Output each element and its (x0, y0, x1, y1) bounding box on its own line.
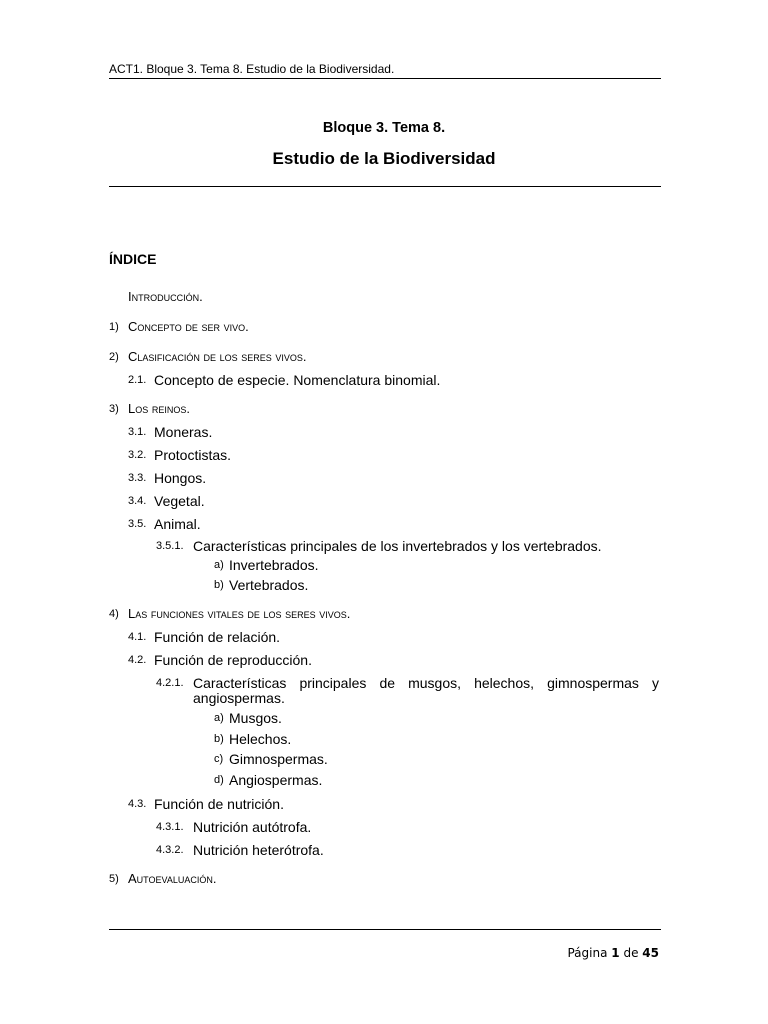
toc-letter: b) (214, 733, 224, 745)
toc-section-3-5: Animal. (154, 516, 201, 532)
page-number (109, 946, 659, 960)
toc-section-2: Clasificación de los seres vivos. (128, 349, 307, 364)
page-word: Página (567, 946, 608, 960)
toc-section-3-2: Protoctistas. (154, 447, 232, 463)
toc-number: 4.2.1. (156, 677, 184, 689)
toc-number: 3.4. (128, 495, 147, 507)
toc-section-4-2-1-line2: angiospermas. (193, 690, 285, 706)
toc-letter: d) (214, 774, 224, 786)
title-rule (109, 186, 661, 187)
header-rule (109, 78, 661, 79)
toc-item-angiospermas: Angiospermas. (229, 772, 323, 788)
toc-section-4-2: Función de reproducción. (154, 652, 312, 668)
toc-section-3: Los reinos. (128, 401, 190, 416)
footer-rule (109, 929, 661, 930)
toc-section-4-2-1-line1: Características principales de musgos, helechos, gimnospermas y (193, 675, 659, 691)
toc-letter: a) (214, 559, 224, 571)
toc-number: 4.3.1. (156, 821, 184, 833)
toc-number: 2.1. (128, 374, 147, 386)
toc-section-3-3: Hongos. (154, 470, 207, 486)
toc-number: 4) (109, 608, 119, 620)
toc-number: 3.1. (128, 426, 147, 438)
toc-item-helechos: Helechos. (229, 731, 292, 747)
toc-letter: a) (214, 712, 224, 724)
toc-section-4-3-2: Nutrición heterótrofa. (193, 842, 324, 858)
toc-section-4-3-1: Nutrición autótrofa. (193, 819, 312, 835)
toc-item-invertebrados: Invertebrados. (229, 557, 319, 573)
index-heading: ÍNDICE (109, 251, 157, 267)
toc-intro: Introducción. (128, 289, 203, 304)
toc-item-gimnospermas: Gimnospermas. (229, 751, 328, 767)
toc-number: 3.3. (128, 472, 147, 484)
toc-number: 2) (109, 351, 119, 363)
toc-number: 3.5. (128, 518, 147, 530)
toc-section-3-5-1: Características principales de los invertebrados y los vertebrados. (193, 538, 602, 554)
toc-section-2-1: Concepto de especie. Nomenclatura binomial. (154, 372, 441, 388)
toc-number: 5) (109, 873, 119, 885)
toc-item-musgos: Musgos. (229, 710, 282, 726)
toc-number: 4.3.2. (156, 844, 184, 856)
toc-letter: b) (214, 579, 224, 591)
toc-letter: c) (214, 753, 224, 765)
toc-item-vertebrados: Vertebrados. (229, 577, 309, 593)
toc-section-3-4: Vegetal. (154, 493, 205, 509)
page-total: 45 (642, 946, 659, 960)
toc-number: 3.5.1. (156, 540, 184, 552)
toc-number: 1) (109, 321, 119, 333)
main-title: Estudio de la Biodiversidad (272, 149, 496, 168)
toc-section-5: Autoevaluación. (128, 871, 217, 886)
toc-section-3-1: Moneras. (154, 424, 213, 440)
block-title: Bloque 3. Tema 8. (322, 120, 446, 136)
of-word: de (623, 946, 639, 960)
page-current: 1 (611, 946, 620, 960)
toc-number: 4.3. (128, 798, 147, 810)
toc-number: 4.2. (128, 654, 147, 666)
toc-section-4-1: Función de relación. (154, 629, 281, 645)
toc-section-1: Concepto de ser vivo. (128, 319, 249, 334)
toc-section-4-3: Función de nutrición. (154, 796, 284, 812)
toc-number: 3.2. (128, 449, 147, 461)
toc-number: 4.1. (128, 631, 147, 643)
toc-section-4: Las funciones vitales de los seres vivos. (128, 606, 351, 621)
running-header: ACT1. Bloque 3. Tema 8. Estudio de la Biodiversidad. (109, 62, 395, 76)
toc-number: 3) (109, 403, 119, 415)
